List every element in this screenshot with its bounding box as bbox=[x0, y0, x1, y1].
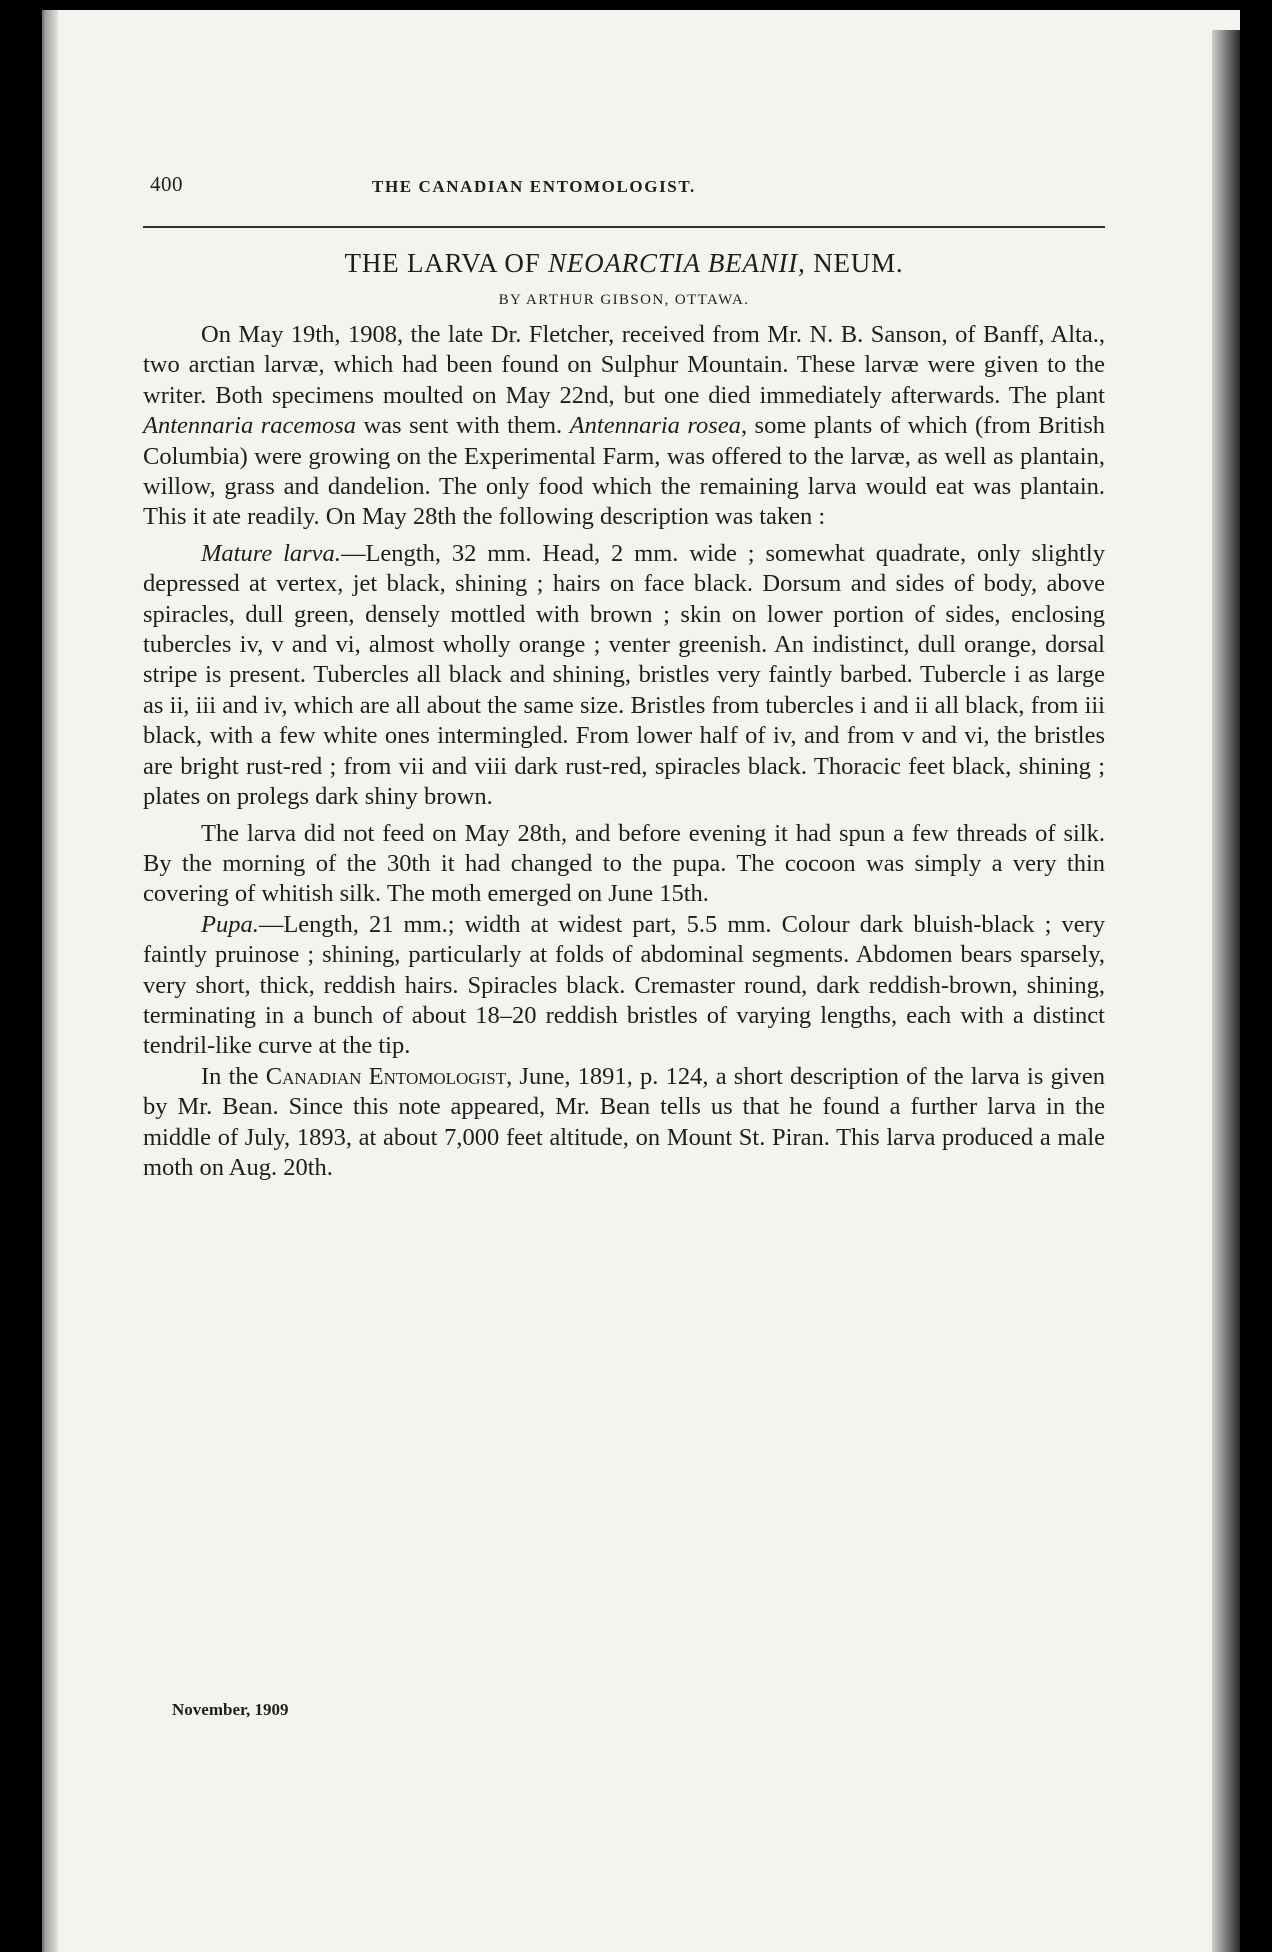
running-header bbox=[150, 172, 1100, 212]
title-prefix: THE LARVA OF bbox=[344, 248, 549, 278]
text-run: , June, 1891, p. 124, a short description of the larva is given by Mr. Bean. Since this note appeared, Mr. Bean tells us that he found a further larva in the middle of July, 1893, at about 7,000 feet altitude, on Mount St. Piran. This larva produced a male moth on Aug. 20th. bbox=[143, 1062, 1106, 1181]
paragraph-mature-larva bbox=[143, 539, 1105, 813]
paragraph-pupa bbox=[143, 910, 1105, 1062]
section-heading: Pupa. bbox=[201, 910, 259, 938]
paragraph-intro bbox=[143, 320, 1105, 533]
text-run: —Length, 21 mm.; width at widest part, 5.5 mm. Colour dark bluish-black ; very faintly pruinose ; shining, particularly at folds of abdominal segments. Abdomen bears sparsely, very short, thick, reddish hairs. Spiracles black. Cremaster round, dark reddish-brown, shining, terminating in a bunch of about 18–20 reddish bristles of varying lengths, each with a distinct tendril-like curve at the tip. bbox=[143, 910, 1105, 1060]
text-run: On May 19th, 1908, the late Dr. Fletcher, received from Mr. N. B. Sanson, of Banff, Alta., two arctian larvæ, which had been found on Sulphur Mountain. These larvæ were given to the writer. Both specimens moulted on May 22nd, but one died immediately afterwards. The plant bbox=[143, 321, 1105, 409]
text-run: The larva did not feed on May 28th, and before evening it had spun a few threads of silk. By the morning of the 30th it had changed to the pupa. The cocoon was simply a very thin covering of whitish silk. The moth emerged on June 15th. bbox=[143, 819, 1105, 908]
text-run: In the bbox=[201, 1062, 266, 1090]
spine-shadow bbox=[1212, 30, 1240, 1952]
text-run: —Length, 32 mm. Head, 2 mm. wide ; somewhat quadrate, only slightly depressed at vertex, jet black, shining ; hairs on face black. Dorsum and sides of body, above spiracles, dull green, densely mottled with brown ; skin on lower portion of sides, enclosing tubercles iv, v and vi, almost wholly orange ; venter greenish. An indistinct, dull orange, dorsal stripe is present. Tubercles all black and shining, bristles very faintly barbed. Tubercle i as large as ii, iii and iv, which are all about the same size. Bristles from tubercles i and ii all black, from iii black, with a few white ones intermingled. From lower half of iv, and from v and vi, the bristles are bright rust-red ; from vii and viii dark rust-red, spiracles black. Thoracic feet black, shining ; plates on prolegs dark shiny brown. bbox=[143, 539, 1105, 811]
title-suffix: , NEUM. bbox=[798, 248, 904, 278]
paragraph-pupation bbox=[143, 819, 1105, 910]
text-run: was sent with them. bbox=[356, 412, 570, 440]
issue-date: November, 1909 bbox=[172, 1700, 289, 1719]
paragraph-reference bbox=[143, 1062, 1105, 1184]
text-run: , some plants of which (from British Columbia) were growing on the Experimental Farm, was offered to the larvæ, as well as plantain, willow, grass and dandelion. The only food which the remaining larva would eat was plantain. This it ate readily. On May 28th the following description was taken : bbox=[143, 412, 1105, 531]
species-name: Antennaria racemosa bbox=[143, 412, 356, 440]
running-head: THE CANADIAN ENTOMOLOGIST. bbox=[372, 177, 696, 196]
title-species: NEOARCTIA BEANII bbox=[548, 248, 799, 278]
species-name: Antennaria rosea bbox=[569, 412, 741, 440]
page-number: 400 bbox=[150, 172, 183, 196]
article-byline: BY ARTHUR GIBSON, OTTAWA. bbox=[498, 292, 750, 308]
page-left-edge bbox=[44, 10, 58, 1952]
header-rule bbox=[143, 226, 1105, 228]
journal-name: Canadian Entomologist bbox=[265, 1062, 507, 1090]
article-body bbox=[143, 320, 1105, 1183]
section-heading: Mature larva. bbox=[201, 539, 341, 567]
article-title bbox=[143, 248, 1105, 279]
